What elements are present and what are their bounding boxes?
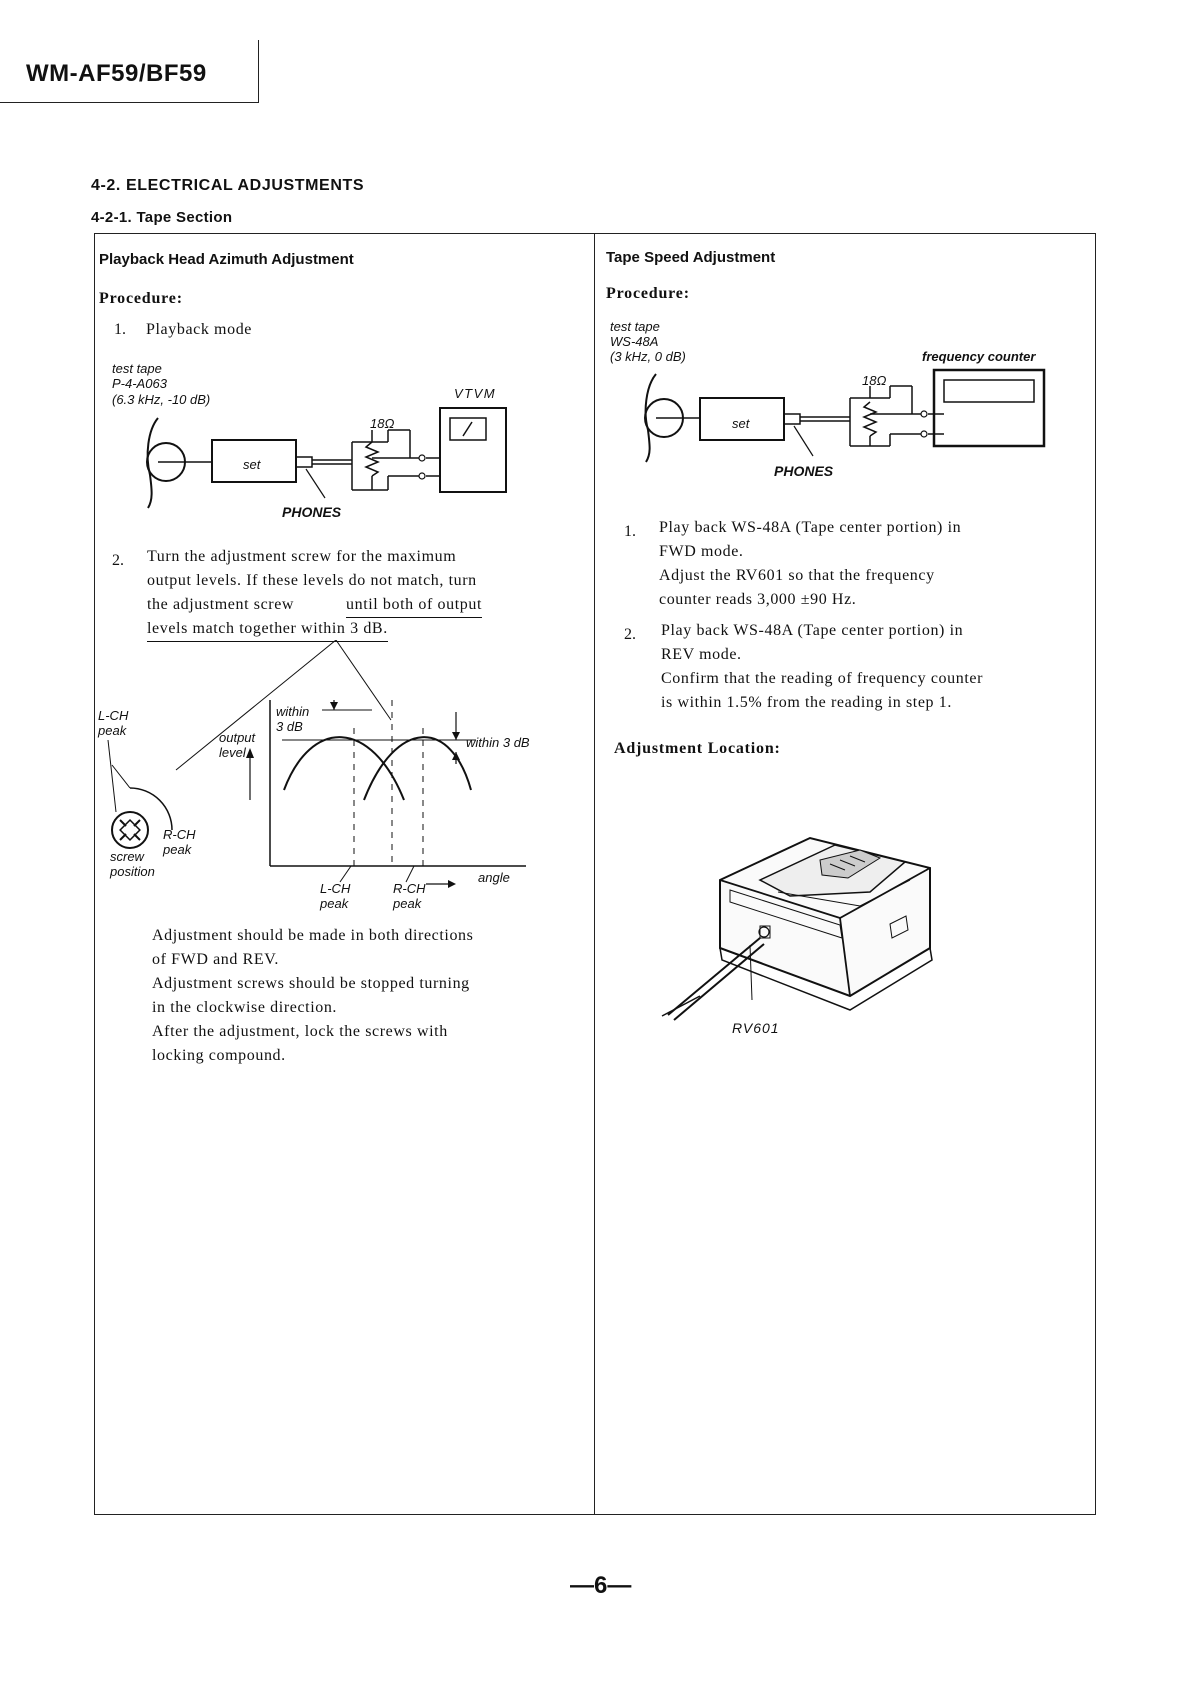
left-tape-spec: (6.3 kHz, -10 dB) <box>112 392 211 407</box>
graph-within-label: within <box>276 704 310 719</box>
graph-angle-label: angle <box>478 870 510 885</box>
note-line2: of FWD and REV. <box>152 951 279 968</box>
graph-rch-peak-label: peak <box>163 842 192 857</box>
left-phones-label: PHONES <box>282 504 342 520</box>
section-title: 4-2. ELECTRICAL ADJUSTMENTS <box>91 177 365 194</box>
left-connection-diagram <box>120 400 520 515</box>
right-step1-line2: FWD mode. <box>659 543 744 560</box>
right-connection-diagram <box>628 362 1048 474</box>
left-step1-text: Playback mode <box>146 321 252 338</box>
graph-level-label: level <box>219 745 246 760</box>
vtvm-label: VTVM <box>454 386 497 401</box>
cassette-player-illustration <box>660 820 960 1050</box>
note-line4: in the clockwise direction. <box>152 999 338 1016</box>
right-step1-number: 1. <box>624 523 636 540</box>
header-divider-horizontal <box>0 102 259 103</box>
left-procedure-label: Procedure: <box>99 290 183 307</box>
note-line1: Adjustment should be made in both directions <box>152 927 474 944</box>
graph-x-rch-label: R-CH <box>393 881 426 896</box>
left-step2-line3a: the adjustment screw <box>147 596 295 613</box>
right-phones-label: PHONES <box>774 463 834 479</box>
right-procedure-label: Procedure: <box>606 285 690 302</box>
model-title: WM-AF59/BF59 <box>26 60 207 87</box>
left-step2-number: 2. <box>112 552 124 569</box>
left-test-tape-label: test tape <box>112 361 162 376</box>
left-step2-line3b: until both of output <box>346 593 482 618</box>
graph-x-lch-label: L-CH <box>320 881 351 896</box>
right-resistor-label: 18Ω <box>862 373 887 388</box>
right-step2-line3: Confirm that the reading of frequency counter <box>661 670 983 687</box>
left-step1-number: 1. <box>114 321 126 338</box>
right-tape-model: WS-48A <box>610 334 659 349</box>
right-step2-line4: is within 1.5% from the reading in step 1. <box>661 694 952 711</box>
left-step2-line2: output levels. If these levels do not match, turn <box>147 572 477 589</box>
left-set-label: set <box>243 457 261 472</box>
right-step2-number: 2. <box>624 626 636 643</box>
right-set-label: set <box>732 416 750 431</box>
graph-within-3db-right: within 3 dB <box>466 735 530 750</box>
graph-x-lch-peak: peak <box>320 896 349 911</box>
header-divider-vertical <box>258 40 259 102</box>
graph-output-label: output <box>219 730 256 745</box>
left-resistor-label: 18Ω <box>370 416 395 431</box>
page-number: —6— <box>570 1572 632 1599</box>
right-step1-line3: Adjust the RV601 so that the frequency <box>659 567 935 584</box>
left-step2-line4: levels match together within 3 dB. <box>147 617 388 642</box>
right-step2-line1: Play back WS-48A (Tape center portion) in <box>661 622 964 639</box>
left-step2-line1: Turn the adjustment screw for the maximum <box>147 548 457 565</box>
note-line3: Adjustment screws should be stopped turning <box>152 975 470 992</box>
note-line5: After the adjustment, lock the screws with <box>152 1023 448 1040</box>
left-panel-title: Playback Head Azimuth Adjustment <box>99 251 354 268</box>
graph-3db-label: 3 dB <box>276 719 303 734</box>
graph-lch-label: L-CH <box>98 708 129 723</box>
right-panel-title: Tape Speed Adjustment <box>606 249 776 266</box>
graph-x-rch-peak: peak <box>393 896 422 911</box>
rv601-label: RV601 <box>732 1020 780 1036</box>
right-test-tape-label: test tape <box>610 319 660 334</box>
graph-position-label: position <box>110 864 155 879</box>
graph-lch-peak-label: peak <box>98 723 127 738</box>
frequency-counter-label: frequency counter <box>922 349 1036 364</box>
right-tape-spec: (3 kHz, 0 dB) <box>610 349 686 364</box>
graph-screw-label: screw <box>110 849 144 864</box>
note-line6: locking compound. <box>152 1047 286 1064</box>
adjustment-location-label: Adjustment Location: <box>614 740 781 757</box>
left-tape-model: P-4-A063 <box>112 376 167 391</box>
right-step1-line4: counter reads 3,000 ±90 Hz. <box>659 591 857 608</box>
right-step1-line1: Play back WS-48A (Tape center portion) in <box>659 519 962 536</box>
right-step2-line2: REV mode. <box>661 646 742 663</box>
section-subtitle: 4-2-1. Tape Section <box>91 209 233 226</box>
graph-rch-label: R-CH <box>163 827 196 842</box>
